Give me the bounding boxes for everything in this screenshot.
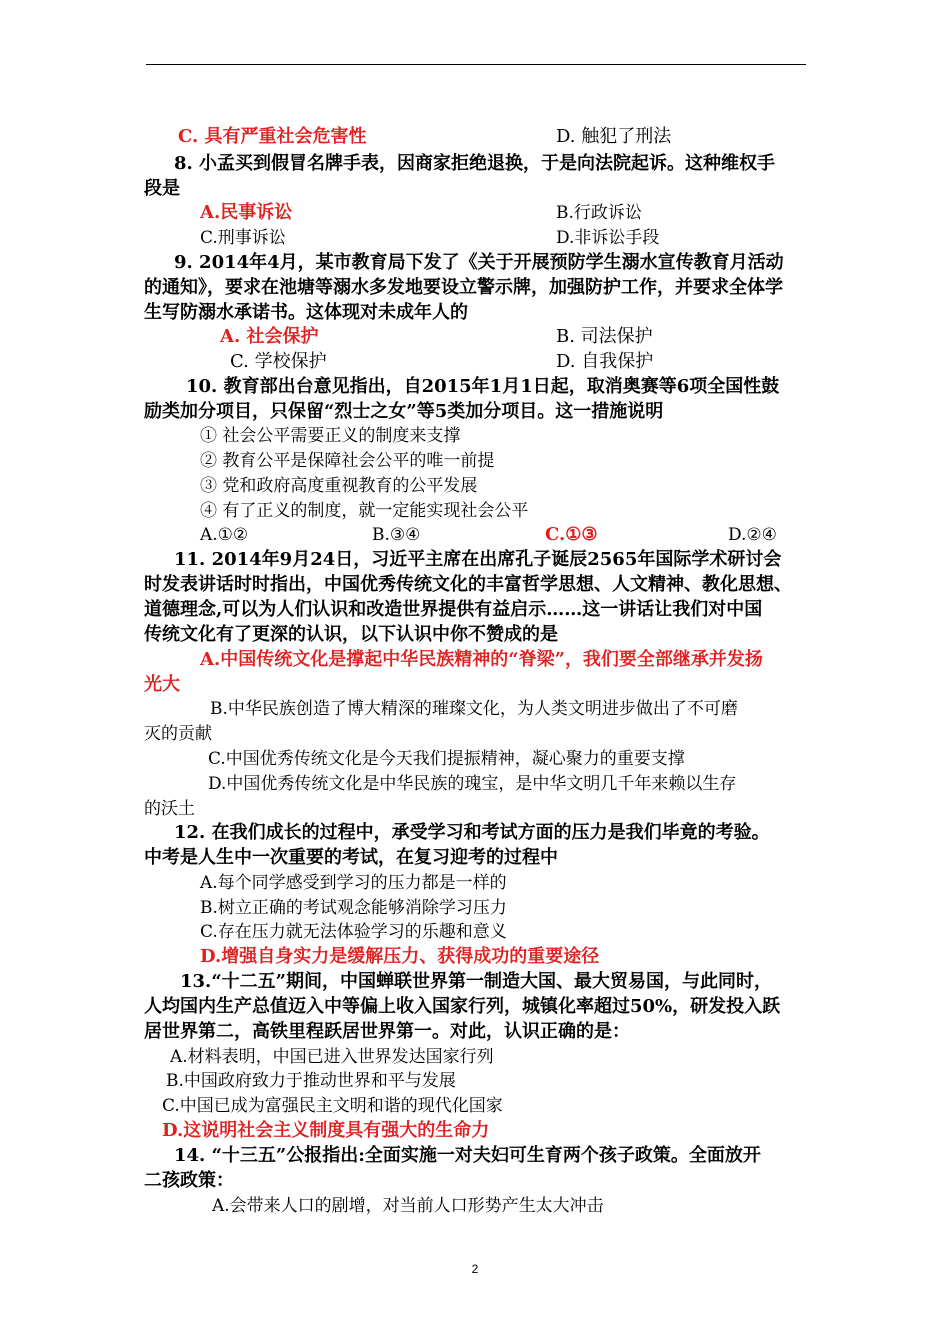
q11-stem-cont-2: 道德理念,可以为人们认识和改造世界提供有益启示……这一讲话让我们对中国 <box>144 599 763 620</box>
q9-option-a-answer: A. 社会保护 <box>220 326 319 347</box>
q8-stem: 8. 小孟买到假冒名牌手表，因商家拒绝退换，于是向法院起诉。这种维权手 <box>174 153 776 174</box>
q13-option-a: A.材料表明，中国已进入世界发达国家行列 <box>170 1047 494 1067</box>
page-number: 2 <box>471 1262 479 1276</box>
q10-statement-2: ② 教育公平是保障社会公平的唯一前提 <box>200 451 495 471</box>
q11-stem-cont-1: 时发表讲话时时指出，中国优秀传统文化的丰富哲学思想、人文精神、教化思想、 <box>144 574 792 595</box>
header-rule <box>146 64 806 65</box>
q13-stem-cont-2: 居世界第二，高铁里程跃居世界第一。对此，认识正确的是： <box>144 1021 630 1042</box>
q9-option-d: D. 自我保护 <box>556 351 654 372</box>
q14-stem-cont: 二孩政策： <box>144 1170 234 1191</box>
q13-option-c: C.中国已成为富强民主文明和谐的现代化国家 <box>162 1096 503 1116</box>
q10-stem-cont: 励类加分项目，只保留“烈士之女”等5类加分项目。这一措施说明 <box>144 401 664 422</box>
q8-option-d: D.非诉讼手段 <box>556 228 660 248</box>
q8-stem-cont: 段是 <box>144 178 180 199</box>
q9-option-b: B. 司法保护 <box>556 326 653 347</box>
q11-option-a-answer: A.中国传统文化是撑起中华民族精神的“脊梁”，我们要全部继承并发扬 <box>200 649 763 670</box>
q8-option-c: C.刑事诉讼 <box>200 228 286 248</box>
q9-option-c: C. 学校保护 <box>230 351 327 372</box>
q10-statement-1: ① 社会公平需要正义的制度来支撑 <box>200 426 461 446</box>
q12-stem: 12. 在我们成长的过程中，承受学习和考试方面的压力是我们毕竟的考验。 <box>174 822 770 843</box>
q11-option-a-answer-cont: 光大 <box>144 674 180 695</box>
q14-option-a: A.会带来人口的剧增，对当前人口形势产生太大冲击 <box>212 1196 604 1216</box>
q9-stem: 9. 2014年4月，某市教育局下发了《关于开展预防学生溺水宣传教育月活动 <box>174 252 784 273</box>
q9-stem-cont-2: 生写防溺水承诺书。这体现对未成年人的 <box>144 302 468 323</box>
q11-option-d-cont: 的沃土 <box>144 799 195 819</box>
q12-option-c: C.存在压力就无法体验学习的乐趣和意义 <box>200 922 507 942</box>
q10-statement-3: ③ 党和政府高度重视教育的公平发展 <box>200 476 478 496</box>
q11-option-c: C.中国优秀传统文化是今天我们提振精神，凝心聚力的重要支撑 <box>208 749 685 769</box>
q10-stem: 10. 教育部出台意见指出，自2015年1月1日起，取消奥赛等6项全国性鼓 <box>186 376 780 397</box>
q12-option-a: A.每个同学感受到学习的压力都是一样的 <box>200 873 507 893</box>
q10-option-d: D.②④ <box>728 525 777 545</box>
q10-option-c-answer: C.①③ <box>545 524 598 545</box>
q14-stem: 14. “十三五”公报指出:全面实施一对夫妇可生育两个孩子政策。全面放开 <box>174 1145 761 1166</box>
q11-stem-cont-3: 传统文化有了更深的认识，以下认识中你不赞成的是 <box>144 624 558 645</box>
q9-stem-cont-1: 的通知》，要求在池塘等溺水多发地要设立警示牌，加强防护工作，并要求全体学 <box>144 277 783 298</box>
q12-stem-cont: 中考是人生中一次重要的考试，在复习迎考的过程中 <box>144 847 558 868</box>
q12-option-b: B.树立正确的考试观念能够消除学习压力 <box>200 898 507 918</box>
q10-option-a: A.①② <box>200 525 249 545</box>
q10-option-b: B.③④ <box>372 525 421 545</box>
q11-option-b-cont: 灭的贡献 <box>144 724 212 744</box>
q7-option-c-answer: C. 具有严重社会危害性 <box>178 126 367 147</box>
q8-option-a-answer: A.民事诉讼 <box>200 202 293 223</box>
q12-option-d-answer: D.增强自身实力是缓解压力、获得成功的重要途径 <box>200 946 600 967</box>
q8-option-b: B.行政诉讼 <box>556 203 642 223</box>
q13-option-b: B.中国政府致力于推动世界和平与发展 <box>166 1071 456 1091</box>
q13-stem: 13.“十二五”期间，中国蝉联世界第一制造大国、最大贸易国，与此同时， <box>180 971 773 992</box>
q11-option-d: D.中国优秀传统文化是中华民族的瑰宝，是中华文明几千年来赖以生存 <box>208 774 737 794</box>
q11-option-b: B.中华民族创造了博大精深的璀璨文化，为人类文明进步做出了不可磨 <box>210 699 738 719</box>
q13-option-d-answer: D.这说明社会主义制度具有强大的生命力 <box>162 1120 490 1141</box>
q7-option-d: D. 触犯了刑法 <box>556 126 672 147</box>
q10-statement-4: ④ 有了正义的制度，就一定能实现社会公平 <box>200 501 529 521</box>
q11-stem: 11. 2014年9月24日，习近平主席在出席孔子诞辰2565年国际学术研讨会 <box>174 549 782 570</box>
q13-stem-cont-1: 人均国内生产总值迈入中等偏上收入国家行列，城镇化率超过50%，研发投入跃 <box>144 996 781 1017</box>
